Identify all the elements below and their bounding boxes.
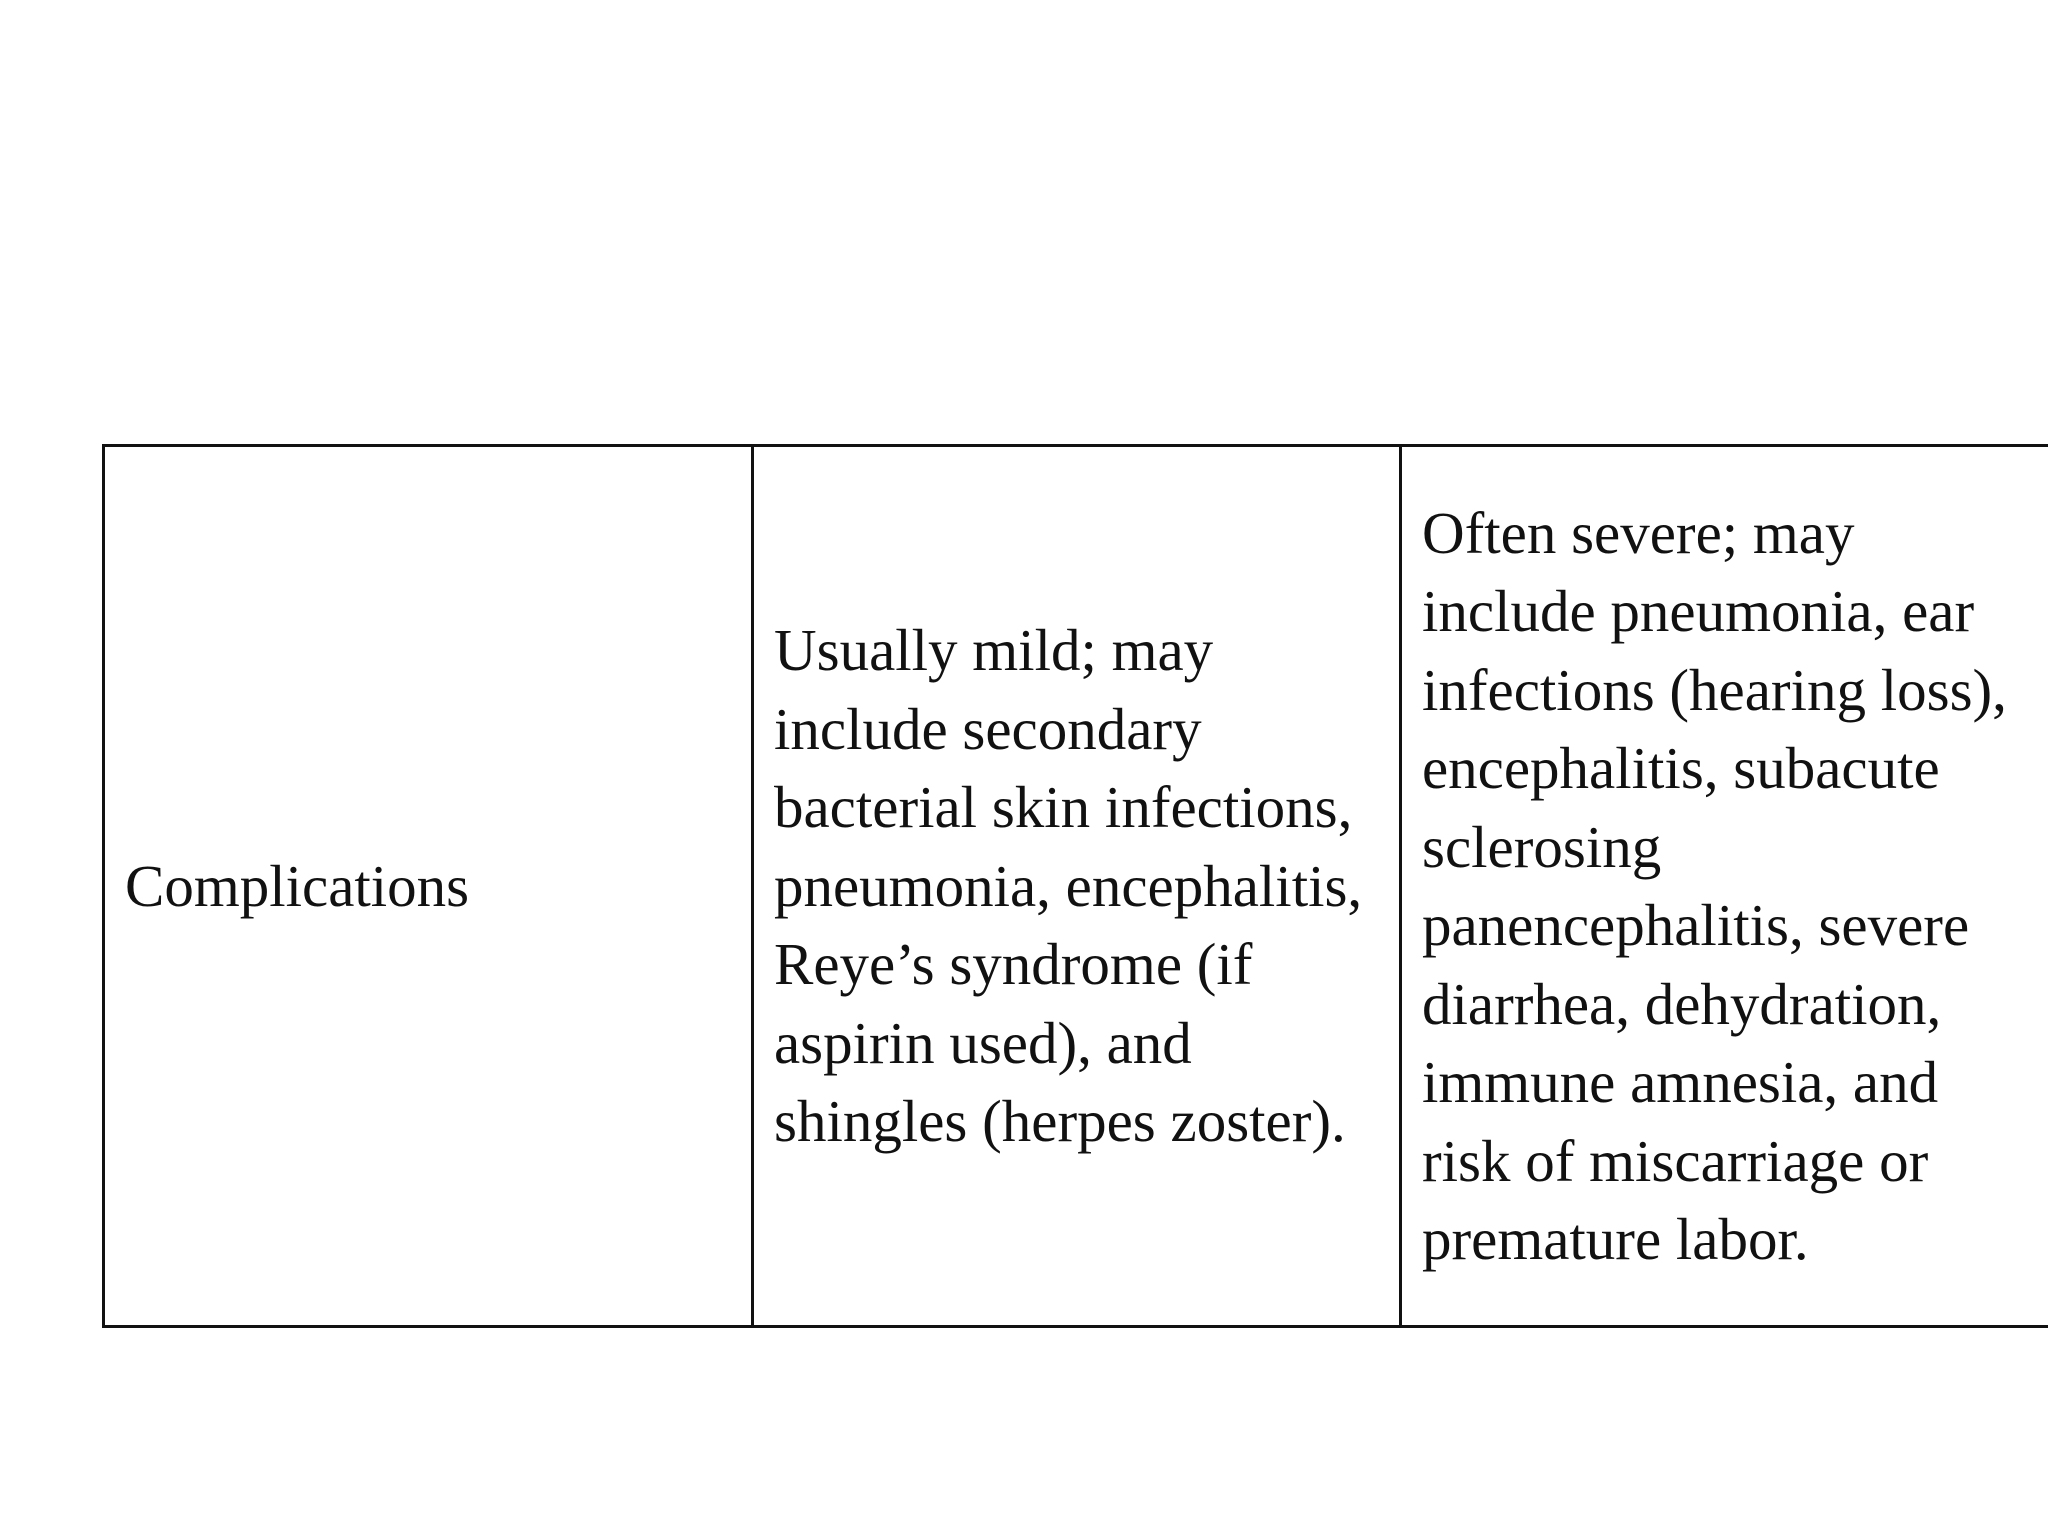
column-3-cell bbox=[1401, 446, 2048, 1327]
comparison-table bbox=[102, 444, 2048, 1328]
column-2-cell bbox=[753, 446, 1401, 1327]
table-row-complications bbox=[104, 446, 2048, 1327]
column-3-complications-text: Often severe; may include pneumonia, ear infections (hearing loss), encephalitis, subacute sclerosing panencephalitis, severe diarrhea, dehydration, immune amnesia, and risk of miscarriage or premature labor. bbox=[1422, 499, 2007, 1272]
row-label-complications: Complications bbox=[125, 852, 470, 919]
column-2-complications-text: Usually mild; may include secondary bacterial skin infections, pneumonia, encephalitis, Reye’s syndrome (if aspirin used), and shingles (herpes zoster). bbox=[774, 617, 1363, 1155]
row-label-cell bbox=[104, 446, 753, 1327]
